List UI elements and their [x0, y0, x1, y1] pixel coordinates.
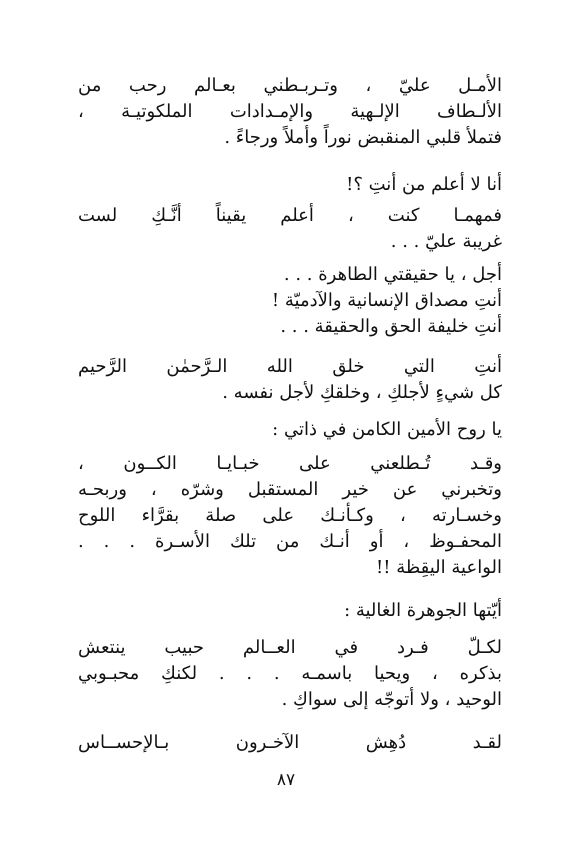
- text-line: غريبة عليّ . . .: [390, 231, 502, 252]
- page-number: ٨٧: [276, 770, 296, 790]
- text-line: الألـطاف الإلـهية والإمـدادات الملكوتيـة ،: [78, 101, 502, 122]
- paragraph-1: [78, 73, 502, 151]
- text-line: كل شيءٍ لأجلكِ ، وخلقكِ لأجل نفسه .: [222, 382, 502, 403]
- text-line: أنا لا أعلم من أنتِ ؟!: [346, 174, 502, 195]
- text-line: أنتِ خليفة الحق والحقيقة . . .: [280, 316, 502, 337]
- text-line: أنتِ مصداق الإنسانية والآدميّة !: [271, 290, 502, 311]
- text-line: الأمـل عليّ ، وتـربـطني بعـالم رحب من: [78, 75, 502, 96]
- paragraph-2: [78, 172, 502, 198]
- text-line: أنتِ التي خلق الله الـرَّحمٰن الرَّحيم: [78, 356, 502, 377]
- text-line: الوحيد ، ولا أتوجّه إلى سواكِ .: [281, 689, 502, 710]
- text-line: يا روح الأمين الكامن في ذاتي :: [272, 419, 502, 440]
- text-line: المحفـوظ ، أو أنـك من تلك الأسـرة . . .: [78, 531, 502, 552]
- text-line: أجل ، يا حقيقتي الطاهرة . . .: [283, 264, 502, 285]
- text-line: لكـلّ فـرد في العــالم حبيب ينتعش: [78, 637, 502, 658]
- paragraph-5: [78, 354, 502, 406]
- text-line: وتخبرني عن خير المستقبل وشرّه ، وربحـه: [78, 479, 502, 500]
- paragraph-3: [78, 203, 502, 255]
- text-line: فمهمـا كنت ، أعلم يقيناً أنَّـكِ لست: [78, 205, 502, 226]
- text-line: أيّتها الجوهرة الغالية :: [344, 600, 502, 621]
- paragraph-8: [78, 598, 502, 624]
- text-line: وخسـارته ، وكـأنـك على صلة بقرَّاء اللوح: [78, 505, 502, 526]
- paragraph-4: [78, 262, 502, 340]
- text-line: الواعية اليقِظة !!: [376, 557, 502, 578]
- text-line: فتملأ قلبي المنقبض نوراً وأملاً ورجاءً .: [224, 127, 502, 148]
- paragraph-6: [78, 417, 502, 443]
- text-line: بذكره ، ويحيا باسمـه . . . لكنكِ محبـوبي: [78, 663, 502, 684]
- text-line: وقـد تُـطلعني على خبـايـا الكــون ،: [78, 453, 502, 474]
- paragraph-9: [78, 635, 502, 713]
- paragraph-10: [78, 730, 502, 756]
- paragraph-7: [78, 451, 502, 581]
- text-line: لقـد دُهِش الآخـرون بـالإحســاس: [78, 732, 502, 753]
